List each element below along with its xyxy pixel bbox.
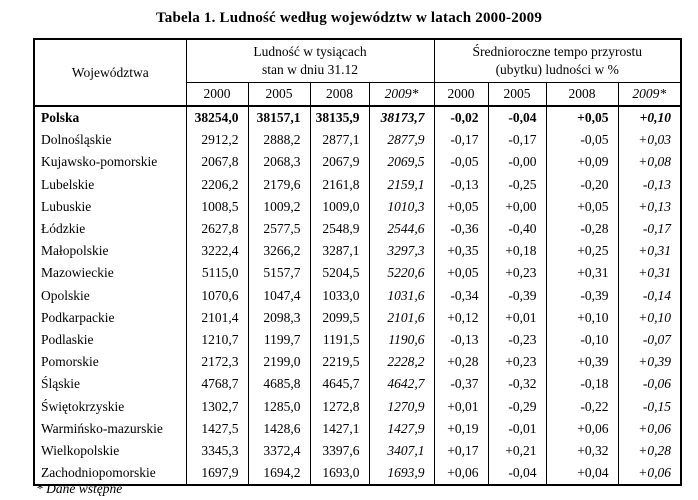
voivodeship-name: Łódzkie <box>34 218 186 240</box>
rate-value: +0,06 <box>434 462 488 485</box>
population-value: 1010,3 <box>369 196 434 218</box>
year-header-rate-2005: 2005 <box>488 83 546 107</box>
rate-value: +0,23 <box>488 262 546 284</box>
table-title: Tabela 1. Ludność według województw w latach 2000-2009 <box>155 10 543 26</box>
rate-value: +0,35 <box>434 240 488 262</box>
rate-value: -0,07 <box>618 329 681 351</box>
table-row <box>34 262 681 284</box>
population-value: 2159,1 <box>369 174 434 196</box>
year-header-pop-2009: 2009* <box>369 83 434 107</box>
rate-value: -0,25 <box>488 174 546 196</box>
voivodeship-name: Polska <box>34 106 186 129</box>
population-value: 1427,1 <box>310 418 369 440</box>
population-value: 4685,8 <box>248 373 310 395</box>
rate-value: +0,05 <box>434 196 488 218</box>
population-value: 2172,3 <box>186 351 248 373</box>
population-value: 1190,6 <box>369 329 434 351</box>
population-value: 38157,1 <box>248 106 310 129</box>
group-header-population-line1: Ludność w tysiącach <box>253 43 367 59</box>
rate-value: -0,13 <box>618 174 681 196</box>
table-row <box>34 240 681 262</box>
rate-value: +0,31 <box>546 262 618 284</box>
population-value: 1427,9 <box>369 418 434 440</box>
population-value: 1210,7 <box>186 329 248 351</box>
footnote: * Dane wstępne <box>36 481 123 496</box>
population-value: 2199,0 <box>248 351 310 373</box>
rate-value: -0,40 <box>488 218 546 240</box>
population-value: 1033,0 <box>310 285 369 307</box>
rate-value: +0,39 <box>546 351 618 373</box>
voivodeship-name: Lubelskie <box>34 174 186 196</box>
rate-value: +0,39 <box>618 351 681 373</box>
group-header-population-line2: stan w dniu 31.12 <box>262 62 358 77</box>
voivodeship-name: Śląskie <box>34 373 186 395</box>
year-header-rate-2008: 2008 <box>546 83 618 107</box>
rate-value: +0,09 <box>546 151 618 173</box>
table-row <box>34 218 681 240</box>
rate-value: +0,01 <box>434 395 488 417</box>
table-row <box>34 329 681 351</box>
rate-value: -0,17 <box>434 129 488 151</box>
rate-value: -0,39 <box>546 285 618 307</box>
population-value: 2161,8 <box>310 174 369 196</box>
population-value: 1428,6 <box>248 418 310 440</box>
rate-value: -0,28 <box>546 218 618 240</box>
population-table <box>33 38 682 486</box>
rate-value: -0,17 <box>618 218 681 240</box>
table-row <box>34 418 681 440</box>
population-value: 3287,1 <box>310 240 369 262</box>
rate-value: +0,25 <box>546 240 618 262</box>
population-value: 2627,8 <box>186 218 248 240</box>
population-value: 3266,2 <box>248 240 310 262</box>
population-value: 3397,6 <box>310 440 369 462</box>
rate-value: +0,04 <box>546 462 618 485</box>
voivodeship-name: Świętokrzyskie <box>34 395 186 417</box>
rate-value: +0,01 <box>488 307 546 329</box>
rate-value: +0,13 <box>618 196 681 218</box>
rate-value: -0,14 <box>618 285 681 307</box>
group-header-rate-line1: Średnioroczne tempo przyrostu <box>472 43 642 59</box>
rate-value: +0,00 <box>488 196 546 218</box>
voivodeship-name: Opolskie <box>34 285 186 307</box>
population-value: 1009,0 <box>310 196 369 218</box>
population-value: 4645,7 <box>310 373 369 395</box>
population-value: 2067,8 <box>186 151 248 173</box>
voivodeship-name: Kujawsko-pomorskie <box>34 151 186 173</box>
rate-value: +0,19 <box>434 418 488 440</box>
rate-value: +0,12 <box>434 307 488 329</box>
rate-value: -0,13 <box>434 174 488 196</box>
voivodeship-name: Zachodniopomorskie <box>34 462 186 485</box>
rate-value: -0,22 <box>546 395 618 417</box>
population-value: 2099,5 <box>310 307 369 329</box>
rate-value: +0,32 <box>546 440 618 462</box>
rate-value: +0,28 <box>434 351 488 373</box>
rate-value: +0,31 <box>618 240 681 262</box>
rate-value: -0,05 <box>434 151 488 173</box>
rate-value: -0,34 <box>434 285 488 307</box>
rate-value: -0,06 <box>618 373 681 395</box>
rate-value: -0,01 <box>488 418 546 440</box>
population-value: 1047,4 <box>248 285 310 307</box>
voivodeship-name: Podlaskie <box>34 329 186 351</box>
population-value: 2544,6 <box>369 218 434 240</box>
rate-value: -0,36 <box>434 218 488 240</box>
rate-value: -0,32 <box>488 373 546 395</box>
rate-value: -0,37 <box>434 373 488 395</box>
rate-value: +0,18 <box>488 240 546 262</box>
population-value: 2548,9 <box>310 218 369 240</box>
population-value: 2877,1 <box>310 129 369 151</box>
population-value: 1070,6 <box>186 285 248 307</box>
population-value: 4642,7 <box>369 373 434 395</box>
population-value: 5220,6 <box>369 262 434 284</box>
population-value: 1199,7 <box>248 329 310 351</box>
population-value: 2179,6 <box>248 174 310 196</box>
table-row <box>34 373 681 395</box>
rate-value: +0,03 <box>618 129 681 151</box>
table-row <box>34 285 681 307</box>
population-value: 1302,7 <box>186 395 248 417</box>
rate-value: -0,04 <box>488 462 546 485</box>
voivodeship-name: Dolnośląskie <box>34 129 186 151</box>
rate-value: -0,05 <box>546 129 618 151</box>
population-value: 2888,2 <box>248 129 310 151</box>
voivodeship-name: Mazowieckie <box>34 262 186 284</box>
population-value: 2877,9 <box>369 129 434 151</box>
population-value: 1427,5 <box>186 418 248 440</box>
table-row <box>34 462 681 485</box>
rate-value: -0,29 <box>488 395 546 417</box>
year-header-rate-2000: 2000 <box>434 83 488 107</box>
population-value: 2228,2 <box>369 351 434 373</box>
voivodeship-name: Lubuskie <box>34 196 186 218</box>
population-value: 2206,2 <box>186 174 248 196</box>
corner-header-cell: Województwa <box>34 39 186 106</box>
population-value: 2912,2 <box>186 129 248 151</box>
rate-value: -0,13 <box>434 329 488 351</box>
rate-value: -0,39 <box>488 285 546 307</box>
rate-value: +0,06 <box>618 462 681 485</box>
population-value: 2069,5 <box>369 151 434 173</box>
population-value: 2067,9 <box>310 151 369 173</box>
rate-value: +0,28 <box>618 440 681 462</box>
rate-value: +0,21 <box>488 440 546 462</box>
population-value: 1694,2 <box>248 462 310 485</box>
rate-value: +0,31 <box>618 262 681 284</box>
voivodeship-name: Warmińsko-mazurskie <box>34 418 186 440</box>
population-value: 3222,4 <box>186 240 248 262</box>
population-value: 1285,0 <box>248 395 310 417</box>
rate-value: +0,17 <box>434 440 488 462</box>
year-header-pop-2005: 2005 <box>248 83 310 107</box>
rate-value: -0,10 <box>546 329 618 351</box>
population-value: 5115,0 <box>186 262 248 284</box>
rate-value: +0,10 <box>546 307 618 329</box>
population-value: 1697,9 <box>186 462 248 485</box>
voivodeship-name: Podkarpackie <box>34 307 186 329</box>
population-value: 1008,5 <box>186 196 248 218</box>
year-header-rate-2009: 2009* <box>618 83 681 107</box>
population-value: 1031,6 <box>369 285 434 307</box>
year-header-pop-2000: 2000 <box>186 83 248 107</box>
population-value: 1009,2 <box>248 196 310 218</box>
table-row <box>34 129 681 151</box>
rate-value: -0,02 <box>434 106 488 129</box>
population-value: 3407,1 <box>369 440 434 462</box>
population-value: 3372,4 <box>248 440 310 462</box>
group-header-rate <box>434 39 681 83</box>
population-value: 3297,3 <box>369 240 434 262</box>
table-row <box>34 196 681 218</box>
table-row <box>34 106 681 129</box>
voivodeship-name: Małopolskie <box>34 240 186 262</box>
group-header-population <box>186 39 434 83</box>
rate-value: +0,08 <box>618 151 681 173</box>
table-row <box>34 440 681 462</box>
rate-value: -0,18 <box>546 373 618 395</box>
population-value: 38135,9 <box>310 106 369 129</box>
population-value: 2068,3 <box>248 151 310 173</box>
rate-value: +0,05 <box>546 196 618 218</box>
table-body <box>34 106 681 485</box>
table-row <box>34 395 681 417</box>
population-value: 38173,7 <box>369 106 434 129</box>
year-header-pop-2008: 2008 <box>310 83 369 107</box>
population-value: 2101,4 <box>186 307 248 329</box>
table-row <box>34 174 681 196</box>
population-value: 2219,5 <box>310 351 369 373</box>
rate-value: -0,20 <box>546 174 618 196</box>
rate-value: -0,00 <box>488 151 546 173</box>
rate-value: +0,10 <box>618 307 681 329</box>
population-value: 38254,0 <box>186 106 248 129</box>
population-value: 1693,9 <box>369 462 434 485</box>
group-header-row <box>34 39 681 83</box>
rate-value: +0,05 <box>434 262 488 284</box>
rate-value: +0,06 <box>618 418 681 440</box>
population-value: 1272,8 <box>310 395 369 417</box>
table-row <box>34 151 681 173</box>
rate-value: +0,10 <box>618 106 681 129</box>
rate-value: +0,23 <box>488 351 546 373</box>
population-value: 5204,5 <box>310 262 369 284</box>
rate-value: -0,23 <box>488 329 546 351</box>
rate-value: +0,05 <box>546 106 618 129</box>
population-value: 4768,7 <box>186 373 248 395</box>
rate-value: -0,17 <box>488 129 546 151</box>
population-value: 1693,0 <box>310 462 369 485</box>
voivodeship-name: Pomorskie <box>34 351 186 373</box>
table-row <box>34 351 681 373</box>
population-value: 2101,6 <box>369 307 434 329</box>
table-row <box>34 307 681 329</box>
group-header-rate-line2: (ubytku) ludności w % <box>495 62 619 77</box>
population-value: 1270,9 <box>369 395 434 417</box>
voivodeship-name: Wielkopolskie <box>34 440 186 462</box>
population-value: 3345,3 <box>186 440 248 462</box>
population-value: 1191,5 <box>310 329 369 351</box>
rate-value: +0,06 <box>546 418 618 440</box>
population-value: 2098,3 <box>248 307 310 329</box>
rate-value: -0,15 <box>618 395 681 417</box>
population-value: 5157,7 <box>248 262 310 284</box>
rate-value: -0,04 <box>488 106 546 129</box>
table-header <box>34 39 681 106</box>
population-value: 2577,5 <box>248 218 310 240</box>
